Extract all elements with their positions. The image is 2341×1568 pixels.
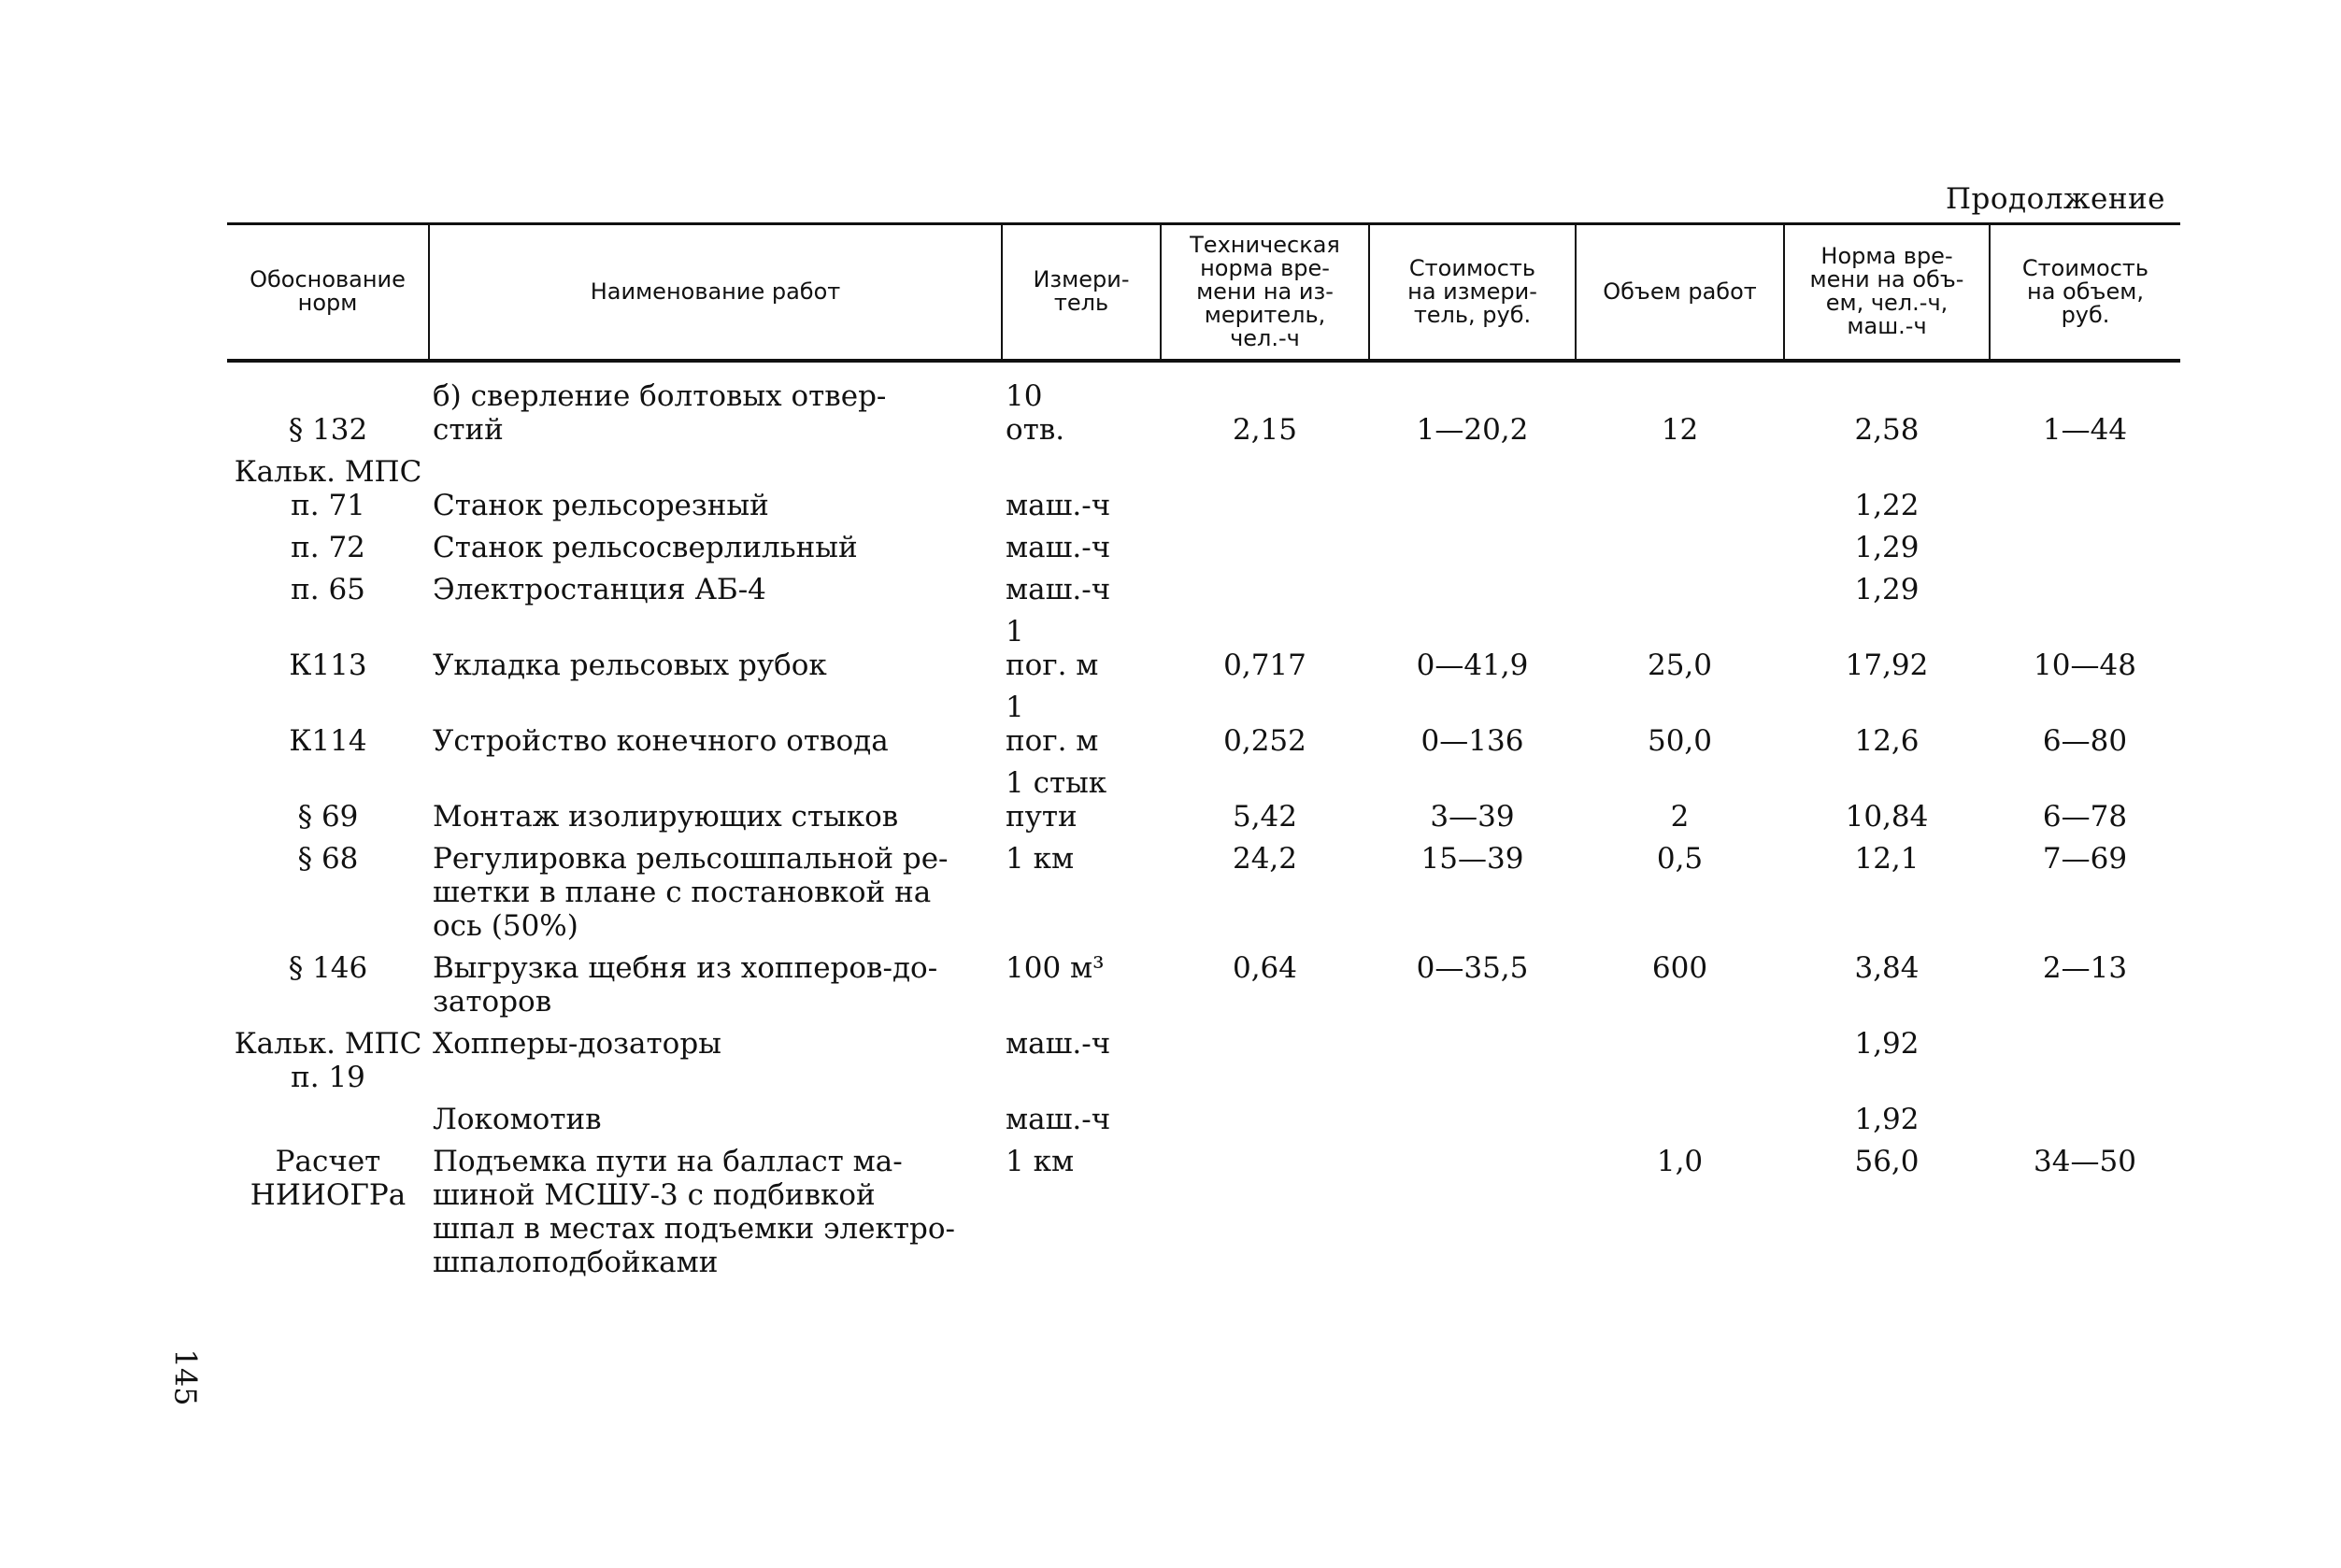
unit-cost-cell [1369, 1103, 1576, 1145]
basis-cell: § 69 [297, 799, 359, 834]
volume-cell: 12 [1661, 412, 1699, 447]
header-line: руб. [2061, 301, 2110, 328]
norm-volume-cell: 1,22 [1854, 488, 1920, 522]
basis-cell: § 132 [288, 412, 368, 447]
work-name-cell: Локомотив [433, 1102, 602, 1136]
cost-volume-cell [1990, 1027, 2180, 1103]
work-name-cell: Укладка рельсовых рубок [433, 648, 827, 682]
norm-volume-cell: 12,6 [1854, 723, 1920, 758]
basis-cell: Расчет НИИОГРа [250, 1144, 407, 1212]
header-basis [227, 224, 429, 361]
work-name-cell: Устройство конечного отвода [433, 723, 889, 758]
header-line: Обоснование [250, 266, 406, 293]
header-line: чел.-ч [1230, 324, 1300, 351]
table-row [227, 1027, 2180, 1103]
cost-volume-cell: 6—78 [2042, 799, 2128, 834]
unit-cost-cell: 0—35,5 [1416, 950, 1529, 985]
unit-cost-cell [1369, 1145, 1576, 1288]
table-row [227, 455, 2180, 531]
norm-volume-cell: 56,0 [1854, 1144, 1920, 1178]
header-line: мени на объ- [1809, 266, 1964, 293]
header-line: норма вре- [1200, 254, 1330, 281]
work-name-cell: Подъемка пути на балласт ма- шиной МСШУ-3 с подбивкой шпал в местах подъемки электро- шпалоподбойками [433, 1144, 955, 1279]
volume-cell [1576, 1103, 1784, 1145]
unit-cost-cell: 0—136 [1420, 723, 1524, 758]
volume-cell: 25,0 [1647, 648, 1713, 682]
unit-cell: 1 стык пути [1006, 765, 1107, 834]
basis-cell [227, 1103, 429, 1145]
unit-cell: маш.-ч [1006, 488, 1111, 522]
continuation-label: Продолжение [1945, 182, 2165, 216]
header-line: тель, руб. [1413, 301, 1532, 328]
table-row [227, 842, 2180, 951]
header-row [227, 224, 2180, 361]
unit-cell: маш.-ч [1006, 530, 1111, 564]
unit-cell: 1 км [1006, 841, 1075, 876]
unit-cost-cell: 3—39 [1430, 799, 1515, 834]
unit-cost-cell [1369, 1027, 1576, 1103]
unit-cell: 1 пог. м [1006, 690, 1099, 758]
header-line: Объем работ [1603, 278, 1757, 305]
basis-cell: Кальк. МПС п. 71 [234, 454, 422, 522]
basis-cell: § 146 [288, 950, 368, 985]
unit-cost-cell [1369, 455, 1576, 531]
tech-norm-cell [1161, 1145, 1369, 1288]
basis-cell: К113 [289, 648, 367, 682]
header-line: норм [297, 290, 358, 317]
cost-volume-cell: 10—48 [2034, 648, 2136, 682]
header-unit [1002, 224, 1161, 361]
tech-norm-cell [1161, 1103, 1369, 1145]
unit-cell: маш.-ч [1006, 1026, 1111, 1061]
basis-cell: К114 [289, 723, 367, 758]
unit-cell: 1 пог. м [1006, 614, 1099, 682]
table-body [227, 361, 2180, 1288]
header-norm-volume [1784, 224, 1990, 361]
header-unit-cost [1369, 224, 1576, 361]
unit-cost-cell: 15—39 [1420, 841, 1524, 876]
norm-volume-cell: 1,92 [1854, 1026, 1920, 1061]
work-name-cell: Станок рельсосверлильный [433, 530, 858, 564]
table-header [227, 224, 2180, 361]
cost-volume-cell: 34—50 [2034, 1144, 2136, 1178]
header-line: Норма вре- [1820, 243, 1953, 270]
work-name-cell: Выгрузка щебня из хопперов-до- заторов [433, 950, 938, 1019]
work-name-cell: б) сверление болтовых отвер- стий [433, 378, 887, 447]
tech-norm-cell: 2,15 [1232, 412, 1298, 447]
norms-table [227, 222, 2180, 1288]
cost-volume-cell: 2—13 [2042, 950, 2128, 985]
norm-volume-cell: 3,84 [1854, 950, 1920, 985]
norm-volume-cell: 1,29 [1854, 572, 1920, 606]
header-line: Техническая [1190, 231, 1340, 258]
header-line: тель [1053, 290, 1109, 317]
header-line: меритель, [1204, 301, 1326, 328]
cost-volume-cell: 6—80 [2042, 723, 2128, 758]
norm-volume-cell: 1,29 [1854, 530, 1920, 564]
table-row [227, 361, 2180, 455]
cost-volume-cell [1990, 455, 2180, 531]
tech-norm-cell: 0,64 [1232, 950, 1298, 985]
table-row [227, 1145, 2180, 1288]
tech-norm-cell [1161, 573, 1369, 615]
tech-norm-cell: 0,717 [1223, 648, 1306, 682]
header-work-name [429, 224, 1002, 361]
norm-volume-cell: 10,84 [1845, 799, 1929, 834]
header-line: Стоимость [2021, 254, 2149, 281]
tech-norm-cell [1161, 455, 1369, 531]
volume-cell [1576, 531, 1784, 573]
volume-cell [1576, 1027, 1784, 1103]
unit-cost-cell [1369, 573, 1576, 615]
unit-cost-cell [1369, 531, 1576, 573]
unit-cost-cell: 1—20,2 [1416, 412, 1529, 447]
cost-volume-cell [1990, 1103, 2180, 1145]
volume-cell: 2 [1670, 799, 1690, 834]
basis-cell: § 68 [297, 841, 359, 876]
unit-cell: 1 км [1006, 1144, 1075, 1178]
header-volume [1576, 224, 1784, 361]
table-row [227, 531, 2180, 573]
basis-cell: Кальк. МПС п. 19 [234, 1026, 422, 1094]
page-number: 145 [167, 1348, 204, 1406]
table-row [227, 615, 2180, 691]
header-line: Наименование работ [590, 278, 841, 305]
volume-cell [1576, 455, 1784, 531]
header-line: на объем, [2027, 278, 2144, 305]
volume-cell [1576, 573, 1784, 615]
volume-cell: 50,0 [1647, 723, 1713, 758]
table-row [227, 691, 2180, 766]
basis-cell: п. 65 [291, 572, 365, 606]
table-row [227, 573, 2180, 615]
unit-cell: маш.-ч [1006, 572, 1111, 606]
header-cost-volume [1990, 224, 2180, 361]
table-row [227, 766, 2180, 842]
volume-cell: 1,0 [1656, 1144, 1704, 1178]
work-name-cell: Регулировка рельсошпальной ре- шетки в плане с постановкой на ось (50%) [433, 841, 949, 943]
work-name-cell: Монтаж изолирующих стыков [433, 799, 899, 834]
norm-volume-cell: 12,1 [1854, 841, 1920, 876]
tech-norm-cell: 5,42 [1232, 799, 1298, 834]
volume-cell: 0,5 [1656, 841, 1704, 876]
basis-cell: п. 72 [291, 530, 365, 564]
norm-volume-cell: 2,58 [1854, 412, 1920, 447]
header-line: Измери- [1033, 266, 1130, 293]
table-row [227, 951, 2180, 1027]
tech-norm-cell: 24,2 [1232, 841, 1298, 876]
header-tech-norm [1161, 224, 1369, 361]
table-row [227, 1103, 2180, 1145]
unit-cost-cell: 0—41,9 [1416, 648, 1529, 682]
norm-volume-cell: 1,92 [1854, 1102, 1920, 1136]
unit-cell: 100 м³ [1006, 950, 1105, 985]
work-name-cell: Станок рельсорезный [433, 488, 769, 522]
tech-norm-cell [1161, 1027, 1369, 1103]
tech-norm-cell: 0,252 [1223, 723, 1306, 758]
norm-volume-cell: 17,92 [1845, 648, 1929, 682]
header-line: на измери- [1407, 278, 1537, 305]
tech-norm-cell [1161, 531, 1369, 573]
header-line: ем, чел.-ч, [1825, 290, 1948, 317]
unit-cell: 10 отв. [1006, 378, 1065, 447]
header-line: маш.-ч [1847, 313, 1927, 340]
header-line: мени на из- [1196, 278, 1334, 305]
work-name-cell: Хопперы-дозаторы [433, 1026, 721, 1061]
cost-volume-cell: 7—69 [2042, 841, 2128, 876]
cost-volume-cell: 1—44 [2042, 412, 2128, 447]
volume-cell: 600 [1651, 950, 1708, 985]
work-name-cell: Электростанция АБ-4 [433, 572, 766, 606]
cost-volume-cell [1990, 573, 2180, 615]
header-line: Стоимость [1408, 254, 1536, 281]
unit-cell: маш.-ч [1006, 1102, 1111, 1136]
cost-volume-cell [1990, 531, 2180, 573]
